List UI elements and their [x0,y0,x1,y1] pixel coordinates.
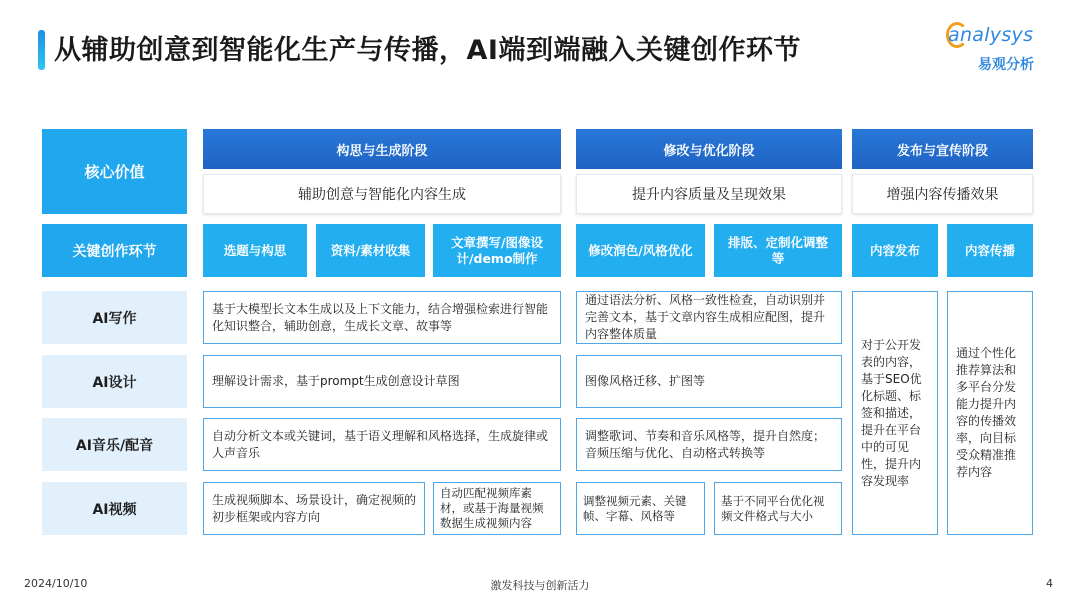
analysys-logo [948,24,1064,80]
step-spread: 内容传播 [947,224,1033,277]
footer-slogan: 激发科技与创新活力 [490,579,590,592]
page-number: 4 [1046,577,1053,590]
music-concept-text: 自动分析文本或关键词，基于语义理解和风格选择，生成旋律或人声音乐 [203,418,561,471]
video-revise-elements-text: 调整视频元素、关键帧、字幕、风格等 [576,482,705,535]
step-materials: 资料/素材收集 [316,224,425,277]
writing-revise-text: 通过语法分析、风格一致性检查，自动识别并完善文本，基于文章内容生成相应配图，提升内容整体质量 [576,291,842,344]
phase-revise-header: 修改与优化阶段 [576,129,842,169]
phase-concept-header: 构思与生成阶段 [203,129,561,169]
phase-revise-value: 提升内容质量及呈现效果 [576,174,842,214]
step-topic: 选题与构思 [203,224,307,277]
row-label-design: AI设计 [42,355,187,408]
video-revise-format-text: 基于不同平台优化视频文件格式与大小 [714,482,842,535]
phase-publish-header: 发布与宣传阶段 [852,129,1033,169]
video-concept-match-text: 自动匹配视频库素材，或基于海量视频数据生成视频内容 [433,482,561,535]
row-label-video: AI视频 [42,482,187,535]
writing-concept-text: 基于大模型长文本生成以及上下文能力，结合增强检索进行智能化知识整合，辅助创意，生成长文章、故事等 [203,291,561,344]
spread-column-text: 通过个性化推荐算法和多平台分发能力提升内容的传播效率，向目标受众精准推荐内容 [947,291,1033,535]
music-revise-text: 调整歌词、节奏和音乐风格等，提升自然度；音频压缩与优化、自动格式转换等 [576,418,842,471]
step-publish: 内容发布 [852,224,938,277]
publish-column-text: 对于公开发表的内容，基于SEO优化标题、标签和描述，提升在平台中的可见性，提升内容发现率 [852,291,938,535]
step-polish: 修改润色/风格优化 [576,224,705,277]
step-writing-design: 文章撰写/图像设计/demo制作 [433,224,561,277]
logo-chinese-name: 易观分析 [978,57,1034,73]
phase-concept-value: 辅助创意与智能化内容生成 [203,174,561,214]
core-value-label: 核心价值 [42,129,187,214]
page-title: 从辅助创意到智能化生产与传播，AI端到端融入关键创作环节 [54,35,801,66]
row-label-writing: AI写作 [42,291,187,344]
logo-wordmark: analysys [948,24,1034,46]
phase-publish-value: 增强内容传播效果 [852,174,1033,214]
video-concept-script-text: 生成视频脚本、场景设计，确定视频的初步框架或内容方向 [203,482,425,535]
title-accent-bar [38,30,45,70]
step-layout: 排版、定制化调整等 [714,224,842,277]
design-revise-text: 图像风格迁移、扩图等 [576,355,842,408]
footer-date: 2024/10/10 [24,577,88,590]
row-label-music: AI音乐/配音 [42,418,187,471]
design-concept-text: 理解设计需求，基于prompt生成创意设计草图 [203,355,561,408]
key-step-label: 关键创作环节 [42,224,187,277]
